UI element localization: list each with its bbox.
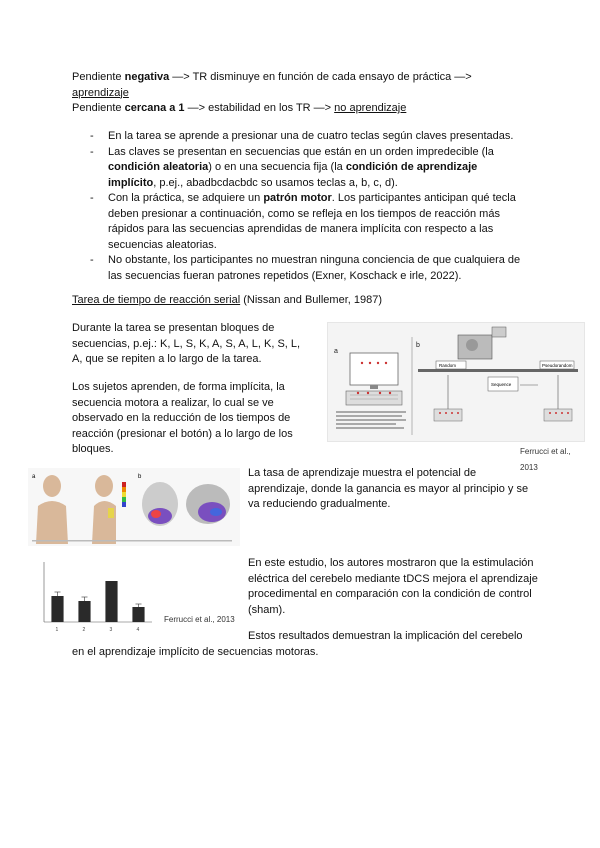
bullet-text-2a: Las claves se presentan en secuencias que están en un orden impredecible (la (108, 145, 494, 158)
keyboard-icon (346, 391, 402, 405)
paragraph-sequences: Durante la tarea se presentan bloques de secuencias, p.ej.: K, L, S, K, A, S, A, L, K, S, L, A, que se repiten a lo largo de la tarea. (72, 322, 301, 365)
intro-l1-bold: negativa (124, 71, 170, 83)
bar-4 (132, 607, 144, 622)
paragraph-conclusion-2: en el aprendizaje implícito de secuencias motoras. (72, 646, 319, 658)
paragraph-conclusion-1: Estos resultados demuestran la implicación del cerebelo (248, 630, 523, 642)
bullet-text-3c: . Los participantes anticipan qué tecla deben presionar a continuación, como se refleja en los tiempos de reacción más rápidos para las secuencias aprendidas de manera implícita con respecto a las secuencias aleatorias. (108, 192, 516, 251)
section-title (72, 293, 512, 309)
fig2-panel-b: b (138, 474, 142, 480)
bullet-dash: - (90, 192, 94, 204)
bullet-list (90, 129, 528, 284)
paragraph-tdcs-study: En este estudio, los autores mostraron que la estimulación eléctrica del cerebelo mediante tDCS mejora el aprendizaje procedimental en comparación con la condición de control (sham). (248, 557, 538, 616)
intro-l2-a: Pendiente (72, 102, 125, 114)
figure-tdcs-montage (28, 468, 240, 546)
fig1-mid-text: Sequence (491, 382, 512, 387)
srt-task-illustration (328, 323, 584, 441)
intro-line-1 (72, 70, 552, 101)
bar-2 (78, 601, 90, 622)
bullet-bold-2d: condición de aprendizaje implícito (108, 161, 478, 189)
bullet-dash: - (90, 130, 94, 142)
section-citation: (Nissan and Bullemer, 1987) (240, 294, 383, 306)
fig1-box-right: Pseudorandom (542, 363, 573, 368)
intro-l2-underline: no aprendizaje (334, 102, 407, 114)
intro-l2-bold: cercana a 1 (124, 102, 185, 114)
panel-a-label: a (334, 348, 338, 355)
fig2-panel-a: a (32, 474, 36, 480)
list-item (90, 129, 528, 145)
list-item (90, 145, 528, 192)
intro-l1-underline: aprendizaje (72, 86, 129, 99)
bullet-text-1: En la tarea se aprende a presionar una de cuatro teclas según claves presentadas. (108, 130, 514, 142)
torso-side-illustration (92, 475, 116, 544)
list-item (90, 253, 528, 284)
bullet-text-4: No obstante, los participantes no muestran ninguna conciencia de que cualquiera de las secuencias fueran patrones repetidos (Exner, Koschack e irle, 2022). (108, 254, 521, 282)
intro-block (72, 70, 552, 117)
bullet-bold-3b: patrón motor (263, 192, 332, 204)
bullet-text-2e: , p.ej., abadbcdacbdc so usamos teclas a, b, c, d). (153, 176, 398, 189)
head-silhouette-icon (458, 327, 506, 359)
figure-2-caption: Ferrucci et al., 2013 (164, 615, 235, 624)
fig1-box-left: Random (439, 363, 457, 368)
panel-b-label: b (416, 342, 420, 349)
figure-1-caption: Ferrucci et al., 2013 (520, 447, 571, 472)
bar-1 (51, 596, 63, 622)
bullet-text-2c: ) o en una secuencia fija (la (208, 161, 346, 173)
tick-label-3: 3 (109, 627, 113, 633)
bullet-bold-2b: condición aleatoria (108, 161, 209, 173)
bullet-text-3a: Con la práctica, se adquiere un (108, 192, 264, 204)
tick-label-1: 1 (55, 627, 59, 633)
paragraph-implicit-learning: Los sujetos aprenden, de forma implícita, la secuencia motora a realizar, lo cual se ve observado en la reducción de los tiempos de reacción (presionar el botón) a lo largo de los bloques. (72, 381, 293, 455)
bullet-dash: - (90, 254, 94, 266)
brain-scan-icon (142, 482, 230, 526)
torso-front-illustration (36, 475, 68, 544)
list-item (90, 191, 528, 253)
intro-l1-c: —> TR disminuye en función de cada ensayo de práctica —> (169, 71, 472, 83)
intro-l1-a: Pendiente (72, 71, 125, 83)
paragraph-learning-rate: La tasa de aprendizaje muestra el potencial de aprendizaje, donde la ganancia es mayor al principio y se va reduciendo gradualmente. (248, 467, 529, 510)
bar-chart-svg (28, 556, 158, 636)
intro-line-2 (72, 101, 552, 117)
tick-label-2: 2 (82, 627, 86, 633)
figure-srt-task (327, 322, 585, 442)
section-title-text: Tarea de tiempo de reacción serial (72, 294, 241, 306)
tdcs-illustration (28, 468, 240, 546)
intro-l2-c: —> estabilidad en los TR —> (184, 102, 335, 114)
figure-bar-chart (28, 556, 158, 636)
tick-label-4: 4 (136, 627, 140, 633)
heatmap-scale (122, 482, 126, 507)
bullet-dash: - (90, 145, 94, 158)
bar-3 (105, 581, 117, 622)
computer-monitor-icon (350, 353, 398, 389)
